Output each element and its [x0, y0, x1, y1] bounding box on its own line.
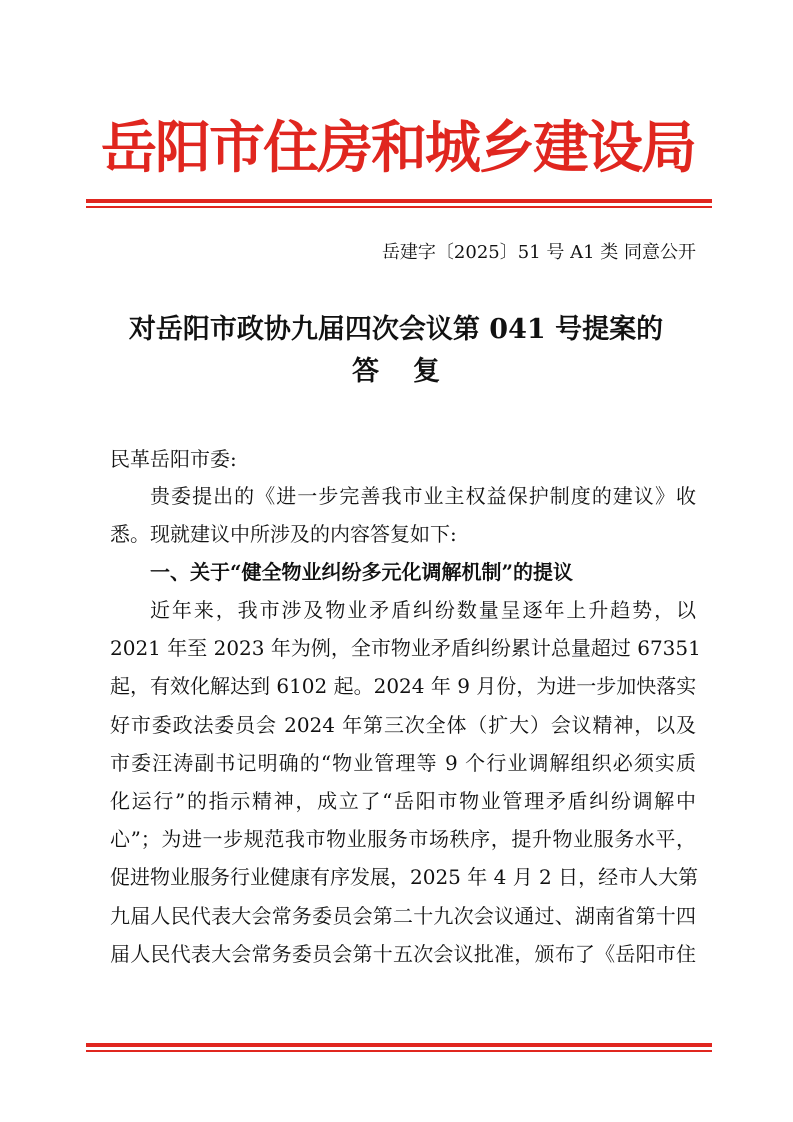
paragraph-body — [110, 591, 701, 973]
salutation: 民革岳阳市委: — [110, 447, 237, 471]
footer-rule-thin — [86, 1050, 712, 1052]
letterhead-org-name: 岳阳市住房和城乡建设局 — [101, 115, 695, 181]
document-title-line1: 对岳阳市政协九届四次会议第 041 号提案的 — [128, 314, 664, 345]
section-heading: 一、关于“健全物业纠纷多元化调解机制”的提议 — [150, 560, 574, 584]
paragraph-line: 促进物业服务行业健康有序发展，2025 年 4 月 2 日，经市人大第 — [110, 865, 699, 890]
document-number: 岳建字〔2025〕51 号 A1 类 同意公开 — [381, 242, 696, 263]
document-title-line2: 答复 — [352, 356, 474, 387]
paragraph-line: 悉。现就建议中所涉及的内容答复如下: — [110, 522, 457, 547]
paragraph-line: 2021 年至 2023 年为例，全市物业矛盾纠纷累计总量超过 67351 — [110, 636, 701, 661]
paragraph-line: 市委汪涛副书记明确的“物业管理等 9 个行业调解组织必须实质 — [110, 750, 696, 775]
paragraph-line: 心”；为进一步规范我市物业服务市场秩序，提升物业服务水平， — [110, 827, 696, 852]
letterhead-rule-thick — [86, 199, 712, 203]
paragraph-line: 九届人民代表大会常务委员会第二十九次会议通过、湖南省第十四 — [110, 903, 696, 928]
paragraph-intro — [110, 477, 696, 553]
paragraph-line: 起，有效化解达到 6102 起。2024 年 9 月份，为进一步加快落实 — [110, 674, 697, 699]
footer-rule-thick — [86, 1043, 712, 1047]
paragraph-line: 贵委提出的《进一步完善我市业主权益保护制度的建议》收 — [150, 484, 696, 508]
paragraph-line: 近年来，我市涉及物业矛盾纠纷数量呈逐年上升趋势，以 — [150, 598, 696, 622]
paragraph-line: 化运行”的指示精神，成立了“岳阳市物业管理矛盾纠纷调解中 — [110, 789, 696, 814]
paragraph-line: 好市委政法委员会 2024 年第三次全体（扩大）会议精神，以及 — [110, 712, 696, 737]
letterhead-rule-thin — [86, 206, 712, 208]
paragraph-line: 届人民代表大会常务委员会第十五次会议批准，颁布了《岳阳市住 — [110, 941, 696, 966]
